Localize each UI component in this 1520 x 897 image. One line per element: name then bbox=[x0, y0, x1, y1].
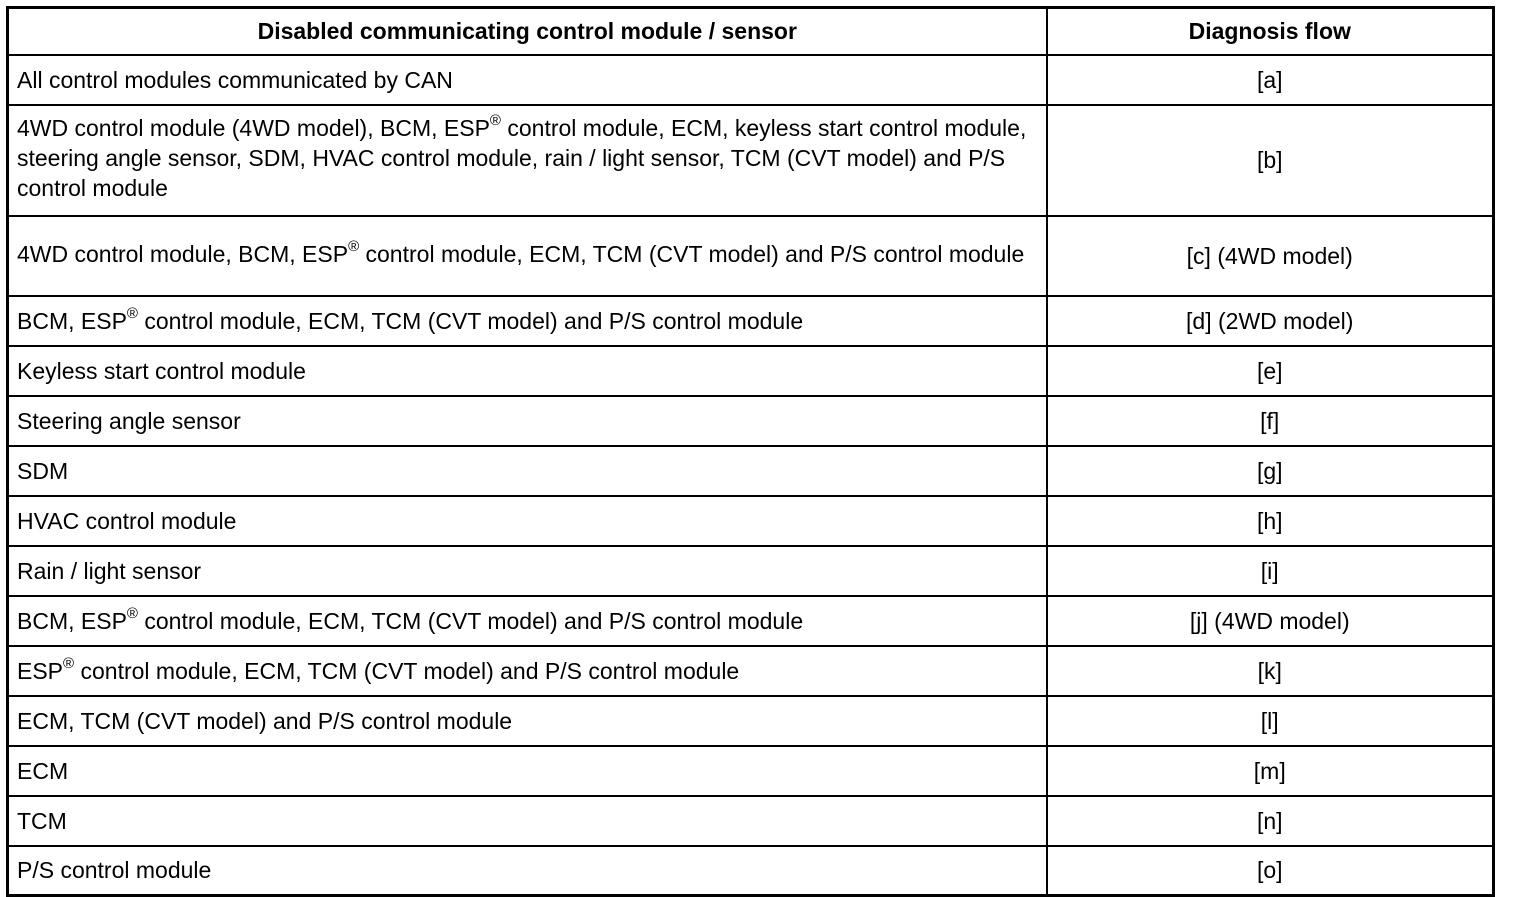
module-text: ESP bbox=[17, 657, 64, 684]
module-text: All control modules communicated by CAN bbox=[17, 66, 453, 93]
module-text-continued: control module, ECM, TCM (CVT model) and P/S control module bbox=[359, 240, 1025, 267]
flow-cell: [e] bbox=[1047, 346, 1494, 396]
module-text: Rain / light sensor bbox=[17, 557, 202, 584]
registered-mark: ® bbox=[126, 604, 138, 622]
module-cell bbox=[8, 696, 1047, 746]
table-row bbox=[8, 396, 1494, 446]
table-row bbox=[8, 646, 1494, 696]
diagnosis-table bbox=[6, 6, 1495, 897]
flow-cell: [l] bbox=[1047, 696, 1494, 746]
flow-cell: [c] (4WD model) bbox=[1047, 216, 1494, 296]
table-row bbox=[8, 746, 1494, 796]
module-text: Keyless start control module bbox=[17, 357, 306, 384]
table-row bbox=[8, 796, 1494, 846]
table-row bbox=[8, 546, 1494, 596]
module-text: P/S control module bbox=[17, 857, 212, 884]
module-text: HVAC control module bbox=[17, 507, 237, 534]
module-text: 4WD control module (4WD model), BCM, ESP bbox=[17, 115, 490, 141]
module-cell bbox=[8, 296, 1047, 346]
module-cell bbox=[8, 346, 1047, 396]
flow-cell: [g] bbox=[1047, 446, 1494, 496]
flow-cell: [b] bbox=[1047, 105, 1494, 216]
module-cell bbox=[8, 646, 1047, 696]
module-text: TCM bbox=[17, 807, 67, 834]
module-text: BCM, ESP bbox=[17, 307, 127, 334]
header-module: Disabled communicating control module / sensor bbox=[8, 8, 1047, 55]
flow-cell: [k] bbox=[1047, 646, 1494, 696]
module-cell bbox=[8, 846, 1047, 896]
table-row bbox=[8, 846, 1494, 896]
table-row bbox=[8, 55, 1494, 105]
module-cell bbox=[8, 796, 1047, 846]
flow-cell: [h] bbox=[1047, 496, 1494, 546]
module-cell bbox=[8, 105, 1047, 216]
module-text: BCM, ESP bbox=[17, 607, 127, 634]
registered-mark: ® bbox=[63, 654, 75, 672]
table-row bbox=[8, 596, 1494, 646]
module-text: SDM bbox=[17, 457, 69, 484]
header-diagnosis-flow: Diagnosis flow bbox=[1047, 8, 1494, 55]
module-text-continued: control module, ECM, keyless start control module, steering angle sensor, SDM, HVAC control module, rain / light sensor, TCM (CVT model) and P/S control module bbox=[17, 115, 1027, 201]
flow-cell: [m] bbox=[1047, 746, 1494, 796]
table-row bbox=[8, 446, 1494, 496]
module-cell bbox=[8, 396, 1047, 446]
flow-cell: [o] bbox=[1047, 846, 1494, 896]
module-cell bbox=[8, 546, 1047, 596]
module-cell bbox=[8, 216, 1047, 296]
module-cell bbox=[8, 746, 1047, 796]
flow-cell: [i] bbox=[1047, 546, 1494, 596]
table-row bbox=[8, 696, 1494, 746]
module-text: ECM bbox=[17, 757, 69, 784]
module-text: 4WD control module, BCM, ESP bbox=[17, 240, 349, 267]
registered-mark: ® bbox=[348, 237, 360, 255]
table-row bbox=[8, 296, 1494, 346]
module-text: Steering angle sensor bbox=[17, 407, 241, 434]
flow-cell: [a] bbox=[1047, 55, 1494, 105]
table-row bbox=[8, 346, 1494, 396]
module-text-continued: control module, ECM, TCM (CVT model) and P/S control module bbox=[74, 657, 740, 684]
registered-mark: ® bbox=[126, 304, 138, 322]
module-cell bbox=[8, 446, 1047, 496]
table-row bbox=[8, 216, 1494, 296]
registered-mark: ® bbox=[489, 112, 501, 129]
module-text-continued: control module, ECM, TCM (CVT model) and P/S control module bbox=[137, 307, 804, 334]
table-row bbox=[8, 496, 1494, 546]
flow-cell: [f] bbox=[1047, 396, 1494, 446]
module-cell bbox=[8, 55, 1047, 105]
flow-cell: [d] (2WD model) bbox=[1047, 296, 1494, 346]
header-row bbox=[8, 8, 1494, 55]
flow-cell: [j] (4WD model) bbox=[1047, 596, 1494, 646]
module-text: ECM, TCM (CVT model) and P/S control module bbox=[17, 707, 513, 734]
module-cell bbox=[8, 596, 1047, 646]
flow-cell: [n] bbox=[1047, 796, 1494, 846]
module-cell bbox=[8, 496, 1047, 546]
module-text-continued: control module, ECM, TCM (CVT model) and P/S control module bbox=[137, 607, 804, 634]
table-row bbox=[8, 105, 1494, 216]
